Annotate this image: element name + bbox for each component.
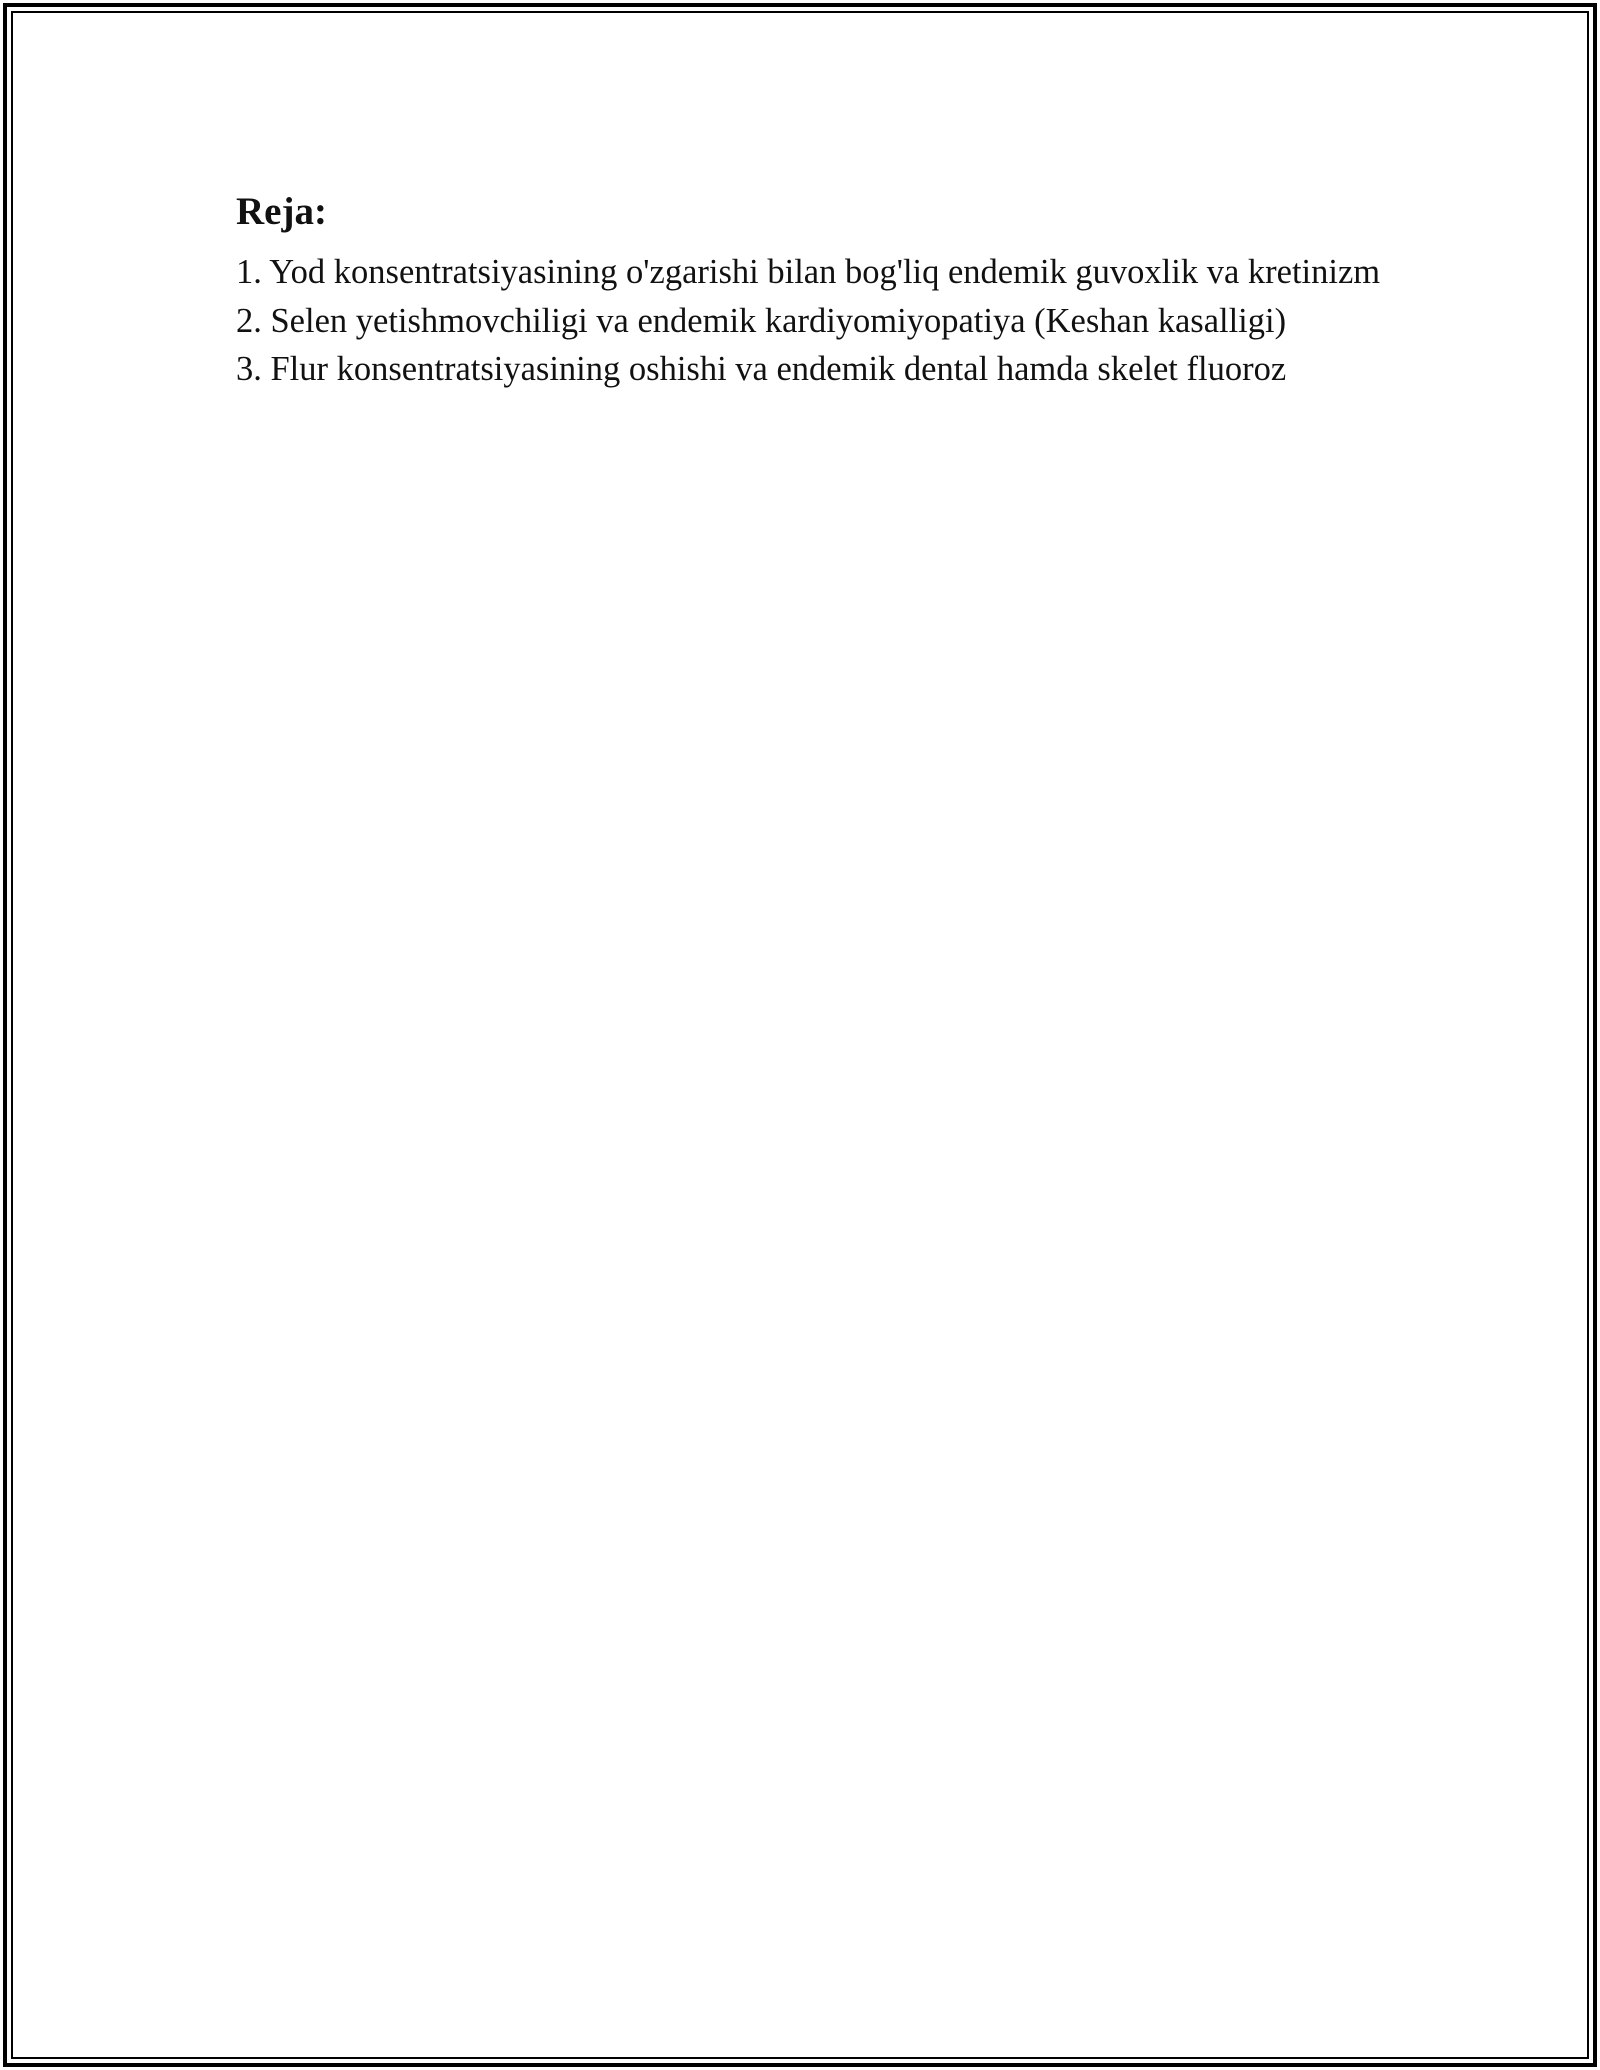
plan-item-1: 1. Yod konsentratsiyasining o'zgarishi bilan bog'liq endemik guvoxlik va kretinizm	[236, 253, 1381, 291]
plan-item-2: 2. Selen yetishmovchiligi va endemik kardiyomiyopatiya (Keshan kasalligi)	[236, 301, 1287, 340]
plan-list	[236, 248, 1386, 394]
plan-item-3: 3. Flur konsentratsiyasining oshishi va endemik dental hamda skelet fluoroz	[236, 350, 1287, 388]
page-content	[236, 186, 1386, 394]
plan-heading: Reja:	[236, 190, 327, 233]
